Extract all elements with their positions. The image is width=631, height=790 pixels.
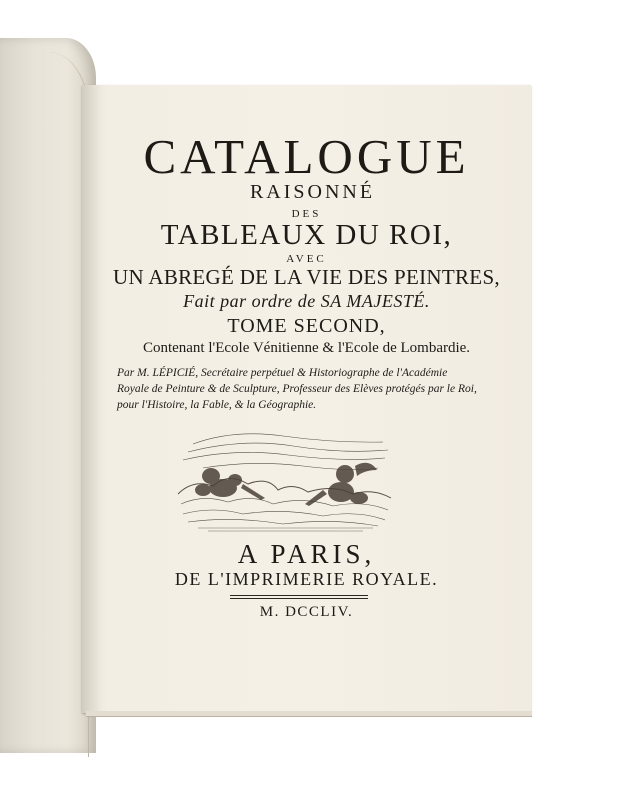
tome-line: TOME SECOND, <box>227 315 386 337</box>
contents-line: Contenant l'Ecole Vénitienne & l'Ecole de Lombardie. <box>142 340 471 356</box>
author-line-3: pour l'Histoire, la Fable, & la Géographie. <box>117 399 317 411</box>
rule-top <box>230 595 368 596</box>
line-avec: AVEC <box>286 253 327 265</box>
author-line-1: Par M. LÉPICIÉ, Secrétaire perpétuel & Historiographe de l'Académie <box>117 367 448 379</box>
author-line-2: Royale de Peinture & de Sculpture, Professeur des Elèves protégés par le Roi, <box>117 383 477 395</box>
line-abrege: UN ABREGÉ DE LA VIE DES PEINTRES, <box>113 265 500 289</box>
title-catalogue: CATALOGUE <box>143 129 470 184</box>
left-page-edge <box>0 52 89 757</box>
line-des: DES <box>291 208 322 220</box>
author-block <box>117 365 497 413</box>
line-fait: Fait par ordre de SA MAJESTÉ. <box>183 291 430 311</box>
imprint-city: A PARIS, <box>237 539 376 569</box>
line-raisonne: RAISONNÉ <box>249 181 376 203</box>
line-tableaux: TABLEAUX DU ROI, <box>160 219 453 251</box>
engraved-vignette <box>173 424 395 534</box>
imprint-press: DE L'IMPRIMERIE ROYALE. <box>174 569 439 589</box>
imprint-date: M. DCCLIV. <box>259 604 354 620</box>
page-bottom-edge <box>86 711 532 717</box>
rule-bottom <box>230 598 368 599</box>
